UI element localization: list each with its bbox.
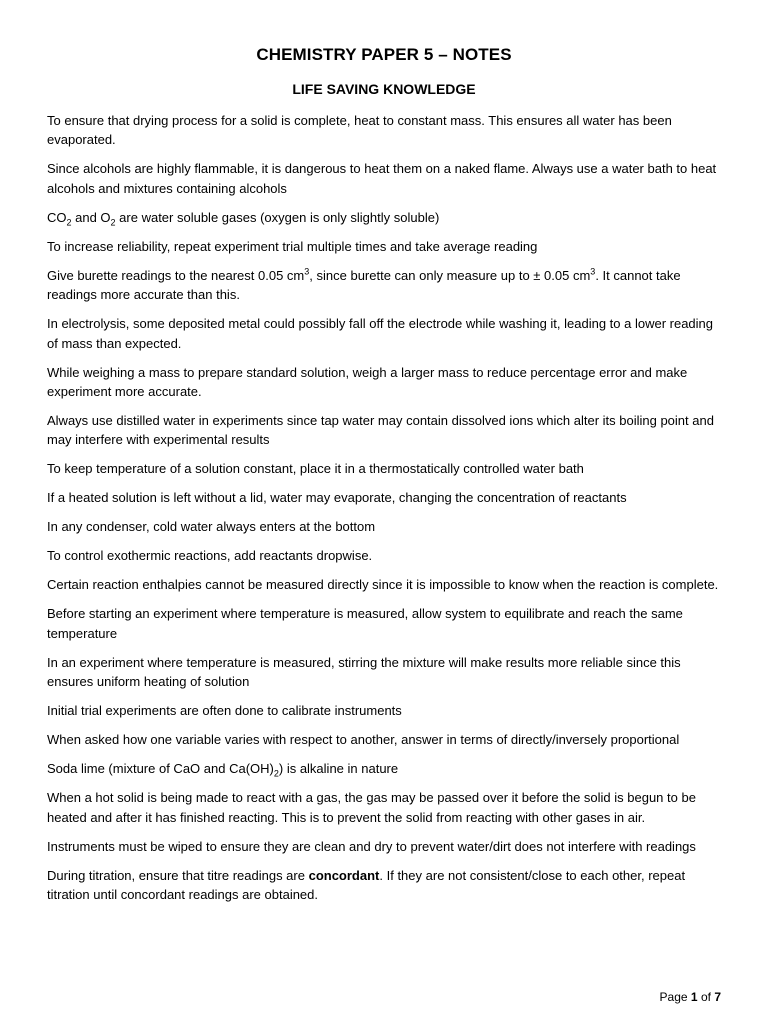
note-item: $CO_2$ and $O_2$ are water soluble gases (oxygen is only slightly soluble) <box>47 209 440 228</box>
concordant-emphasis: concordant <box>308 867 380 883</box>
note-item: Initial trial experiments are often done to calibrate instruments <box>47 703 402 719</box>
note-item: Certain reaction enthalpies cannot be measured directly since it is impossible to know when the reaction is complete. <box>47 577 719 593</box>
page-subtitle: LIFE SAVING KNOWLEDGE <box>292 81 476 97</box>
note-item: During titration, ensure that titre readings are concordant. If they are not consistent/close to each other, repeat titration until concordant readings are obtained. <box>47 867 686 903</box>
note-item: Since alcohols are highly flammable, it is dangerous to heat them on a naked flame. Always use a water bath to heat alcohols and mixtures containing alcohols <box>47 161 717 196</box>
note-item: Always use distilled water in experiments since tap water may contain dissolved ions which alter its boiling point and may interfere with experimental results <box>47 413 714 448</box>
note-item: In an experiment where temperature is measured, stirring the mixture will make results more reliable since this ensures uniform heating of solution <box>47 654 681 690</box>
note-item: To ensure that drying process for a solid is complete, heat to constant mass. This ensures all water has been evaporated. <box>47 113 672 148</box>
note-item: Give burette readings to the nearest 0.05 $cm^3$, since burette can only measure up to ± 0.05 $cm^3$. It cannot take readings more accurate than this. <box>47 266 681 303</box>
page-number: Page 1 of 7 <box>659 990 721 1004</box>
note-item: When asked how one variable varies with respect to another, answer in terms of directly/inversely proportional <box>47 732 680 748</box>
page-title: CHEMISTRY PAPER 5 – NOTES <box>256 45 512 64</box>
note-item: In electrolysis, some deposited metal could possibly fall off the electrode while washing it, leading to a lower reading of mass than expected. <box>47 316 714 351</box>
notes-list <box>47 111 727 914</box>
note-item: If a heated solution is left without a lid, water may evaporate, changing the concentration of reactants <box>47 490 627 506</box>
note-item: To increase reliability, repeat experiment trial multiple times and take average reading <box>47 238 538 254</box>
note-item: To keep temperature of a solution constant, place it in a thermostatically controlled water bath <box>47 461 584 477</box>
note-item: Instruments must be wiped to ensure they are clean and dry to prevent water/dirt does not interfere with readings <box>47 838 696 854</box>
note-item: Soda lime (mixture of CaO and $Ca(OH)_2$) is alkaline in nature <box>47 761 399 779</box>
note-item: When a hot solid is being made to react with a gas, the gas may be passed over it before the solid is begun to be heated and after it has finished reacting. This is to prevent the solid from reacting with other gases in air. <box>47 790 696 825</box>
note-item: While weighing a mass to prepare standard solution, weigh a larger mass to reduce percentage error and make experiment more accurate. <box>47 364 688 400</box>
note-item: To control exothermic reactions, add reactants dropwise. <box>47 548 373 564</box>
note-item: Before starting an experiment where temperature is measured, allow system to equilibrate and reach the same temperature <box>47 606 683 641</box>
note-item: In any condenser, cold water always enters at the bottom <box>47 519 376 535</box>
